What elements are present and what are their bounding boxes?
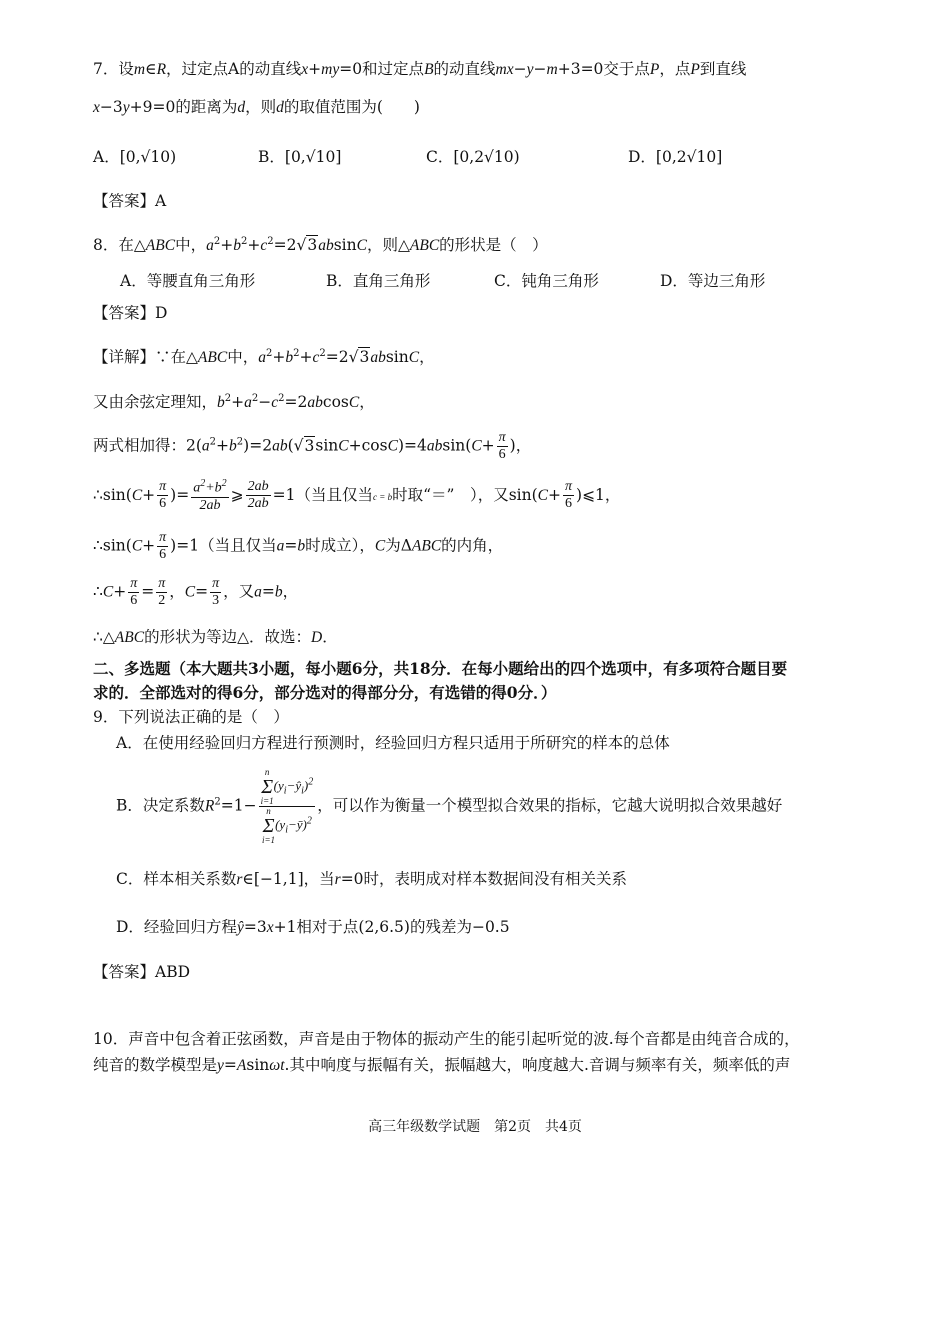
q8-option-d: D．等边三角形	[660, 272, 766, 290]
q8-answer: 【答案】D	[93, 304, 168, 322]
section2-heading-line2: 求的．全部选对的得6分，部分选对的得部分分，有选错的得0分．）	[93, 683, 557, 702]
q8-option-c: C．钝角三角形	[494, 272, 599, 290]
q9-option-c: C．样本相关系数r∈[−1,1]，当r=0时，表明成对样本数据间没有相关关系	[116, 870, 628, 888]
q10-stem-line2: 纯音的数学模型是y=Asinωt.其中响度与振幅有关，振幅越大，响度越大.音调与频率有关，频率低的声	[93, 1056, 791, 1074]
q7-option-c: C．[0,2√10)	[426, 148, 520, 166]
q9-option-a: A．在使用经验回归方程进行预测时，经验回归方程只适用于所研究的样本的总体	[116, 734, 670, 752]
q9-stem: 9．下列说法正确的是（ ）	[93, 708, 289, 726]
q7-option-d: D．[0,2√10]	[628, 148, 723, 166]
q8-stem: 8．在△ABC中，$a^2+b^2+c^2=2√3absinC$，则△ABC的形状是（ ）	[93, 236, 548, 255]
q9-answer: 【答案】ABD	[93, 963, 191, 981]
q8-option-a: A．等腰直角三角形	[120, 272, 256, 290]
q8-option-b: B．直角三角形	[326, 272, 431, 290]
q8-detail-7: ∴△ABC的形状为等边△．故选：D．	[93, 628, 338, 646]
q7-option-b: B．[0,√10]	[258, 148, 342, 166]
q8-detail-2: 又由余弦定理知，$b^2+a^2-c^2=2abcosC$，	[93, 393, 375, 412]
q7-stem-line2: x−3y+9=0的距离为d，则d的取值范围为( )	[93, 98, 420, 116]
q7-stem-line1: 7．设m∈R，过定点A的动直线x+my=0和过定点B的动直线mx−y−m+3=0交于点P，点P到直线	[93, 60, 747, 78]
q8-detail-1: 【详解】∵在△ABC中，$a^2+b^2+c^2=2√3absinC$，	[93, 348, 435, 367]
q9-option-b: B．决定系数$R^2=1-$ n Σ i=1 $(y_i-ŷ_i)^2$ n Σ i=1 $(y_i-ȳ)^2$ ，可以作为衡量一个模型拟合效果的指标，它越大说明拟合效果越好	[116, 767, 783, 845]
q8-detail-5: ∴sin(C+ $\frac{\pi}{6}$ )=1（当且仅当a=b时成立），C为ΔABC的内角，	[93, 530, 504, 563]
q10-stem-line1: 10．声音中包含着正弦函数，声音是由于物体的振动产生的能引起听觉的波.每个音都是由纯音合成的，	[93, 1030, 800, 1048]
page-footer: 高三年级数学试题 第2页 共4页	[368, 1119, 582, 1135]
section2-heading-line1: 二、多选题（本大题共3小题，每小题6分，共18分．在每小题给出的四个选项中，有多项符合题目要	[93, 659, 788, 678]
q8-detail-3: 两式相加得：$2(a^2+b^2)=2ab(√3\sin C+\cos C)=4absin(C+$ $\frac{\pi}{6}$ )，	[93, 430, 532, 463]
q8-detail-4: ∴sin(C+ $\frac{\pi}{6}$ )= $\frac{a^2+b^2}{2ab}$ ⩾ $\frac{2ab}{2ab}$ =1（当且仅当c = b时取“＝” ），又sin(C+ $\frac{\pi}{6}$ )⩽1，	[93, 478, 621, 513]
q7-option-a: A．[0,√10)	[93, 148, 177, 166]
q9-option-d: D．经验回归方程ŷ=3x+1相对于点(2,6.5)的残差为−0.5	[116, 918, 510, 936]
q7-answer: 【答案】A	[93, 192, 167, 210]
q8-detail-6: ∴C+ $\frac{\pi}{6}$ = $\frac{\pi}{2}$ ，C= $\frac{\pi}{3}$ ，又a=b，	[93, 576, 299, 609]
